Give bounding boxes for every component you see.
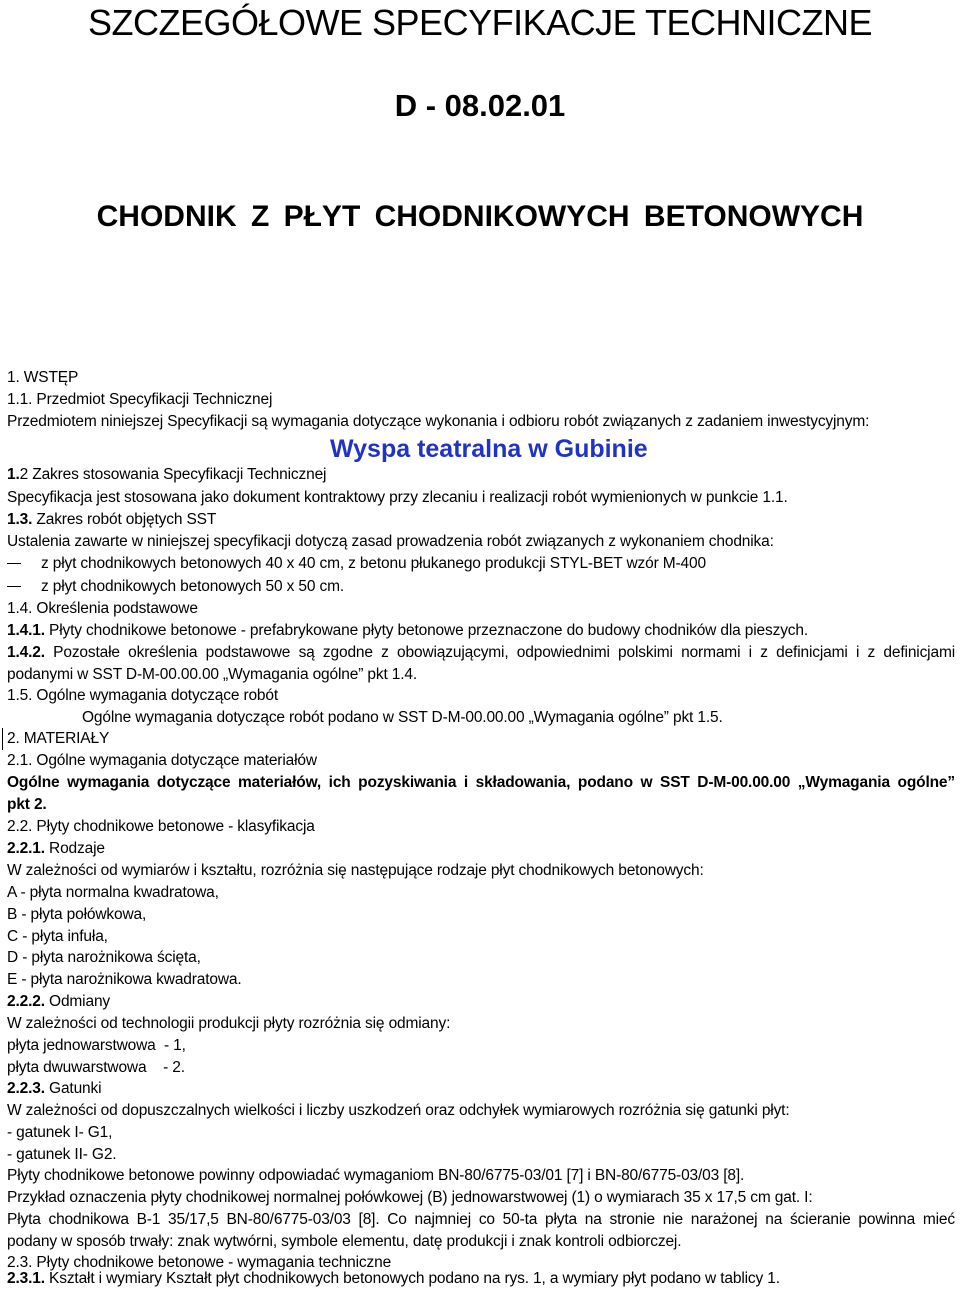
list-item: B - płyta połówkowa,	[7, 906, 147, 923]
section-2-2-3-text: W zależności od dopuszczalnych wielkości i liczby uszkodzeń oraz odchyłek wymiarowych rozróżnia się gatunki płyt:	[7, 1102, 790, 1119]
section-2-2-1-title: Rodzaje	[44, 840, 105, 857]
section-1-3-heading	[7, 509, 216, 531]
section-1-1-text: Przedmiotem niniejszej Specyfikacji są wymagania dotyczące wykonania i odbioru robót związanych z zadaniem inwestycyjnym:	[7, 413, 870, 430]
section-1-heading: 1. WSTĘP	[7, 369, 79, 386]
spec-code: D - 08.02.01	[394, 88, 566, 123]
section-2-2-1-heading	[7, 838, 105, 860]
section-2-3-1-text: Kształt i wymiary Kształt płyt chodnikowych betonowych podano na rys. 1, a wymiary płyt podano w tablicy 1.	[44, 1270, 780, 1287]
section-2-2-3-number: 2.2.3.	[7, 1080, 45, 1097]
revision-bar	[2, 728, 3, 750]
section-2-2-3-title: Gatunki	[44, 1080, 102, 1097]
section-2-2-2-title: Odmiany	[44, 993, 111, 1010]
list-item: - gatunek II- G2.	[7, 1146, 117, 1163]
section-1-3-text: Ustalenia zawarte w niniejszej specyfikacji dotyczą zasad prowadzenia robót związanych z wykonaniem chodnika:	[7, 533, 774, 550]
list-item	[7, 553, 706, 575]
dash-bullet	[7, 586, 21, 587]
dash-bullet	[7, 563, 21, 564]
section-2-2-1-number: 2.2.1.	[7, 840, 45, 857]
section-1-4-2-text: Pozostałe określenia podstawowe są zgodne z obowiązującymi, odpowiednimi polskimi normami i z definicjami i z definicjami	[44, 644, 955, 661]
section-2-2-2-heading	[7, 991, 110, 1013]
section-1-1-heading: 1.1. Przedmiot Specyfikacji Technicznej	[7, 391, 273, 408]
section-1-4-1	[7, 620, 808, 642]
section-2-3-1-number: 2.3.1.	[7, 1270, 45, 1287]
section-1-4-2-number: 1.4.2.	[7, 644, 45, 661]
list-item: - gatunek I- G1,	[7, 1124, 113, 1141]
list-item	[7, 576, 344, 598]
section-1-3-title: Zakres robót objętych SST	[32, 511, 217, 528]
section-2-2-heading: 2.2. Płyty chodnikowe betonowe - klasyfikacja	[7, 818, 315, 835]
section-1-5-text: Ogólne wymagania dotyczące robót podano w SST D-M-00.00.00 „Wymagania ogólne” pkt 1.5.	[82, 709, 723, 726]
section-1-5-heading: 1.5. Ogólne wymagania dotyczące robót	[7, 687, 279, 704]
section-1-4-1-number: 1.4.1.	[7, 622, 45, 639]
list-item: płyta dwuwarstwowa - 2.	[7, 1059, 185, 1076]
example-text: Przykład oznaczenia płyty chodnikowej normalnej połówkowej (B) jednowarstwowej (1) o wymiarach 35 x 17,5 cm gat. I:	[7, 1189, 813, 1206]
section-1-2-number: 1.	[7, 466, 20, 483]
section-2-3-heading: 2.3. Płyty chodnikowe betonowe - wymagania techniczne	[7, 1254, 392, 1271]
list-item-text: z płyt chodnikowych betonowych 50 x 50 cm.	[41, 578, 344, 595]
section-2-1-text-continued: pkt 2.	[7, 796, 47, 813]
example-text-continued: Płyta chodnikowa B-1 35/17,5 BN-80/6775-03/03 [8]. Co najmniej co 50-ta płyta na stronie nie narażonej na ścieranie powinna mieć	[7, 1211, 955, 1228]
spec-subtitle: CHODNIK Z PŁYT CHODNIKOWYCH BETONOWYCH	[96, 200, 864, 233]
section-1-4-2-continued: podanymi w SST D-M-00.00.00 „Wymagania ogólne” pkt 1.4.	[7, 666, 418, 683]
list-item-text: z płyt chodnikowych betonowych 40 x 40 cm, z betonu płukanego produkcji STYL-BET wzór M-400	[41, 555, 706, 572]
section-2-1-heading: 2.1. Ogólne wymagania dotyczące materiałów	[7, 752, 317, 769]
section-1-4-heading: 1.4. Określenia podstawowe	[7, 600, 198, 617]
section-1-2-heading	[7, 464, 326, 486]
list-item: A - płyta normalna kwadratowa,	[7, 884, 219, 901]
document-title: SZCZEGÓŁOWE SPECYFIKACJE TECHNICZNE	[88, 2, 872, 43]
section-2-3-1	[7, 1268, 780, 1290]
section-2-2-2-number: 2.2.2.	[7, 993, 45, 1010]
list-item: D - płyta narożnikowa ścięta,	[7, 949, 201, 966]
list-item: C - płyta infuła,	[7, 928, 108, 945]
section-1-3-number: 1.3.	[7, 511, 33, 528]
list-item: płyta jednowarstwowa - 1,	[7, 1037, 186, 1054]
section-1-2-text: Specyfikacja jest stosowana jako dokument kontraktowy przy zlecaniu i realizacji robót wymienionych w punkcie 1.1.	[7, 489, 788, 506]
section-2-2-1-text: W zależności od wymiarów i kształtu, rozróżnia się następujące rodzaje płyt chodnikowych betonowych:	[7, 862, 704, 879]
section-2-2-3-heading	[7, 1078, 101, 1100]
section-2-heading: 2. MATERIAŁY	[7, 730, 110, 747]
section-1-2-title: 2 Zakres stosowania Specyfikacji Technicznej	[19, 466, 327, 483]
project-name: Wyspa teatralna w Gubinie	[330, 435, 648, 463]
section-1-4-2	[7, 642, 955, 664]
example-text-end: podany w sposób trwały: znak wytwórni, symbole elementu, datę produkcji i znak kontroli odbiorczej.	[7, 1233, 682, 1250]
list-item: E - płyta narożnikowa kwadratowa.	[7, 971, 242, 988]
section-2-1-text: Ogólne wymagania dotyczące materiałów, ich pozyskiwania i składowania, podano w SST D-M-00.00.00 „Wymagania ogólne”	[7, 774, 955, 791]
section-2-2-2-text: W zależności od technologii produkcji płyty rozróżnia się odmiany:	[7, 1015, 451, 1032]
norms-text: Płyty chodnikowe betonowe powinny odpowiadać wymaganiom BN-80/6775-03/01 [7] i BN-80/6775-03/03 [8].	[7, 1167, 745, 1184]
section-1-4-1-text: Płyty chodnikowe betonowe - prefabrykowane płyty betonowe przeznaczone do budowy chodników dla pieszych.	[44, 622, 809, 639]
